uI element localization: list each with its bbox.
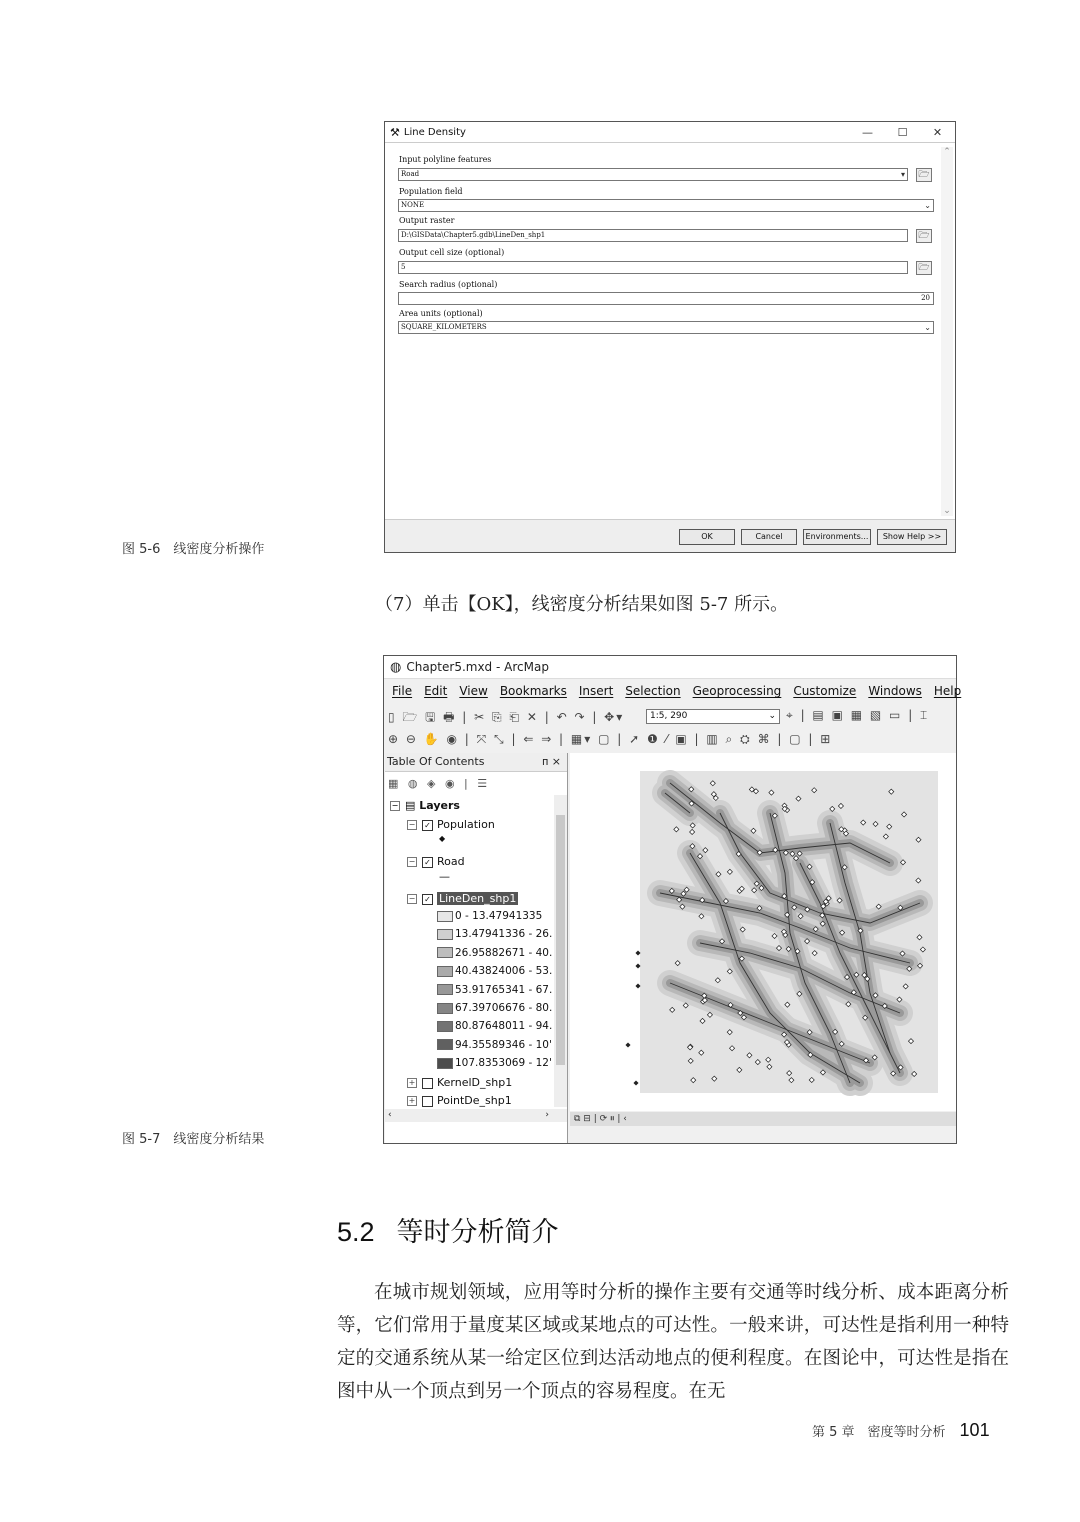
body-paragraph: 在城市规划领域，应用等时分析的操作主要有交通等时线分析、成本距离分析等，它们常用于量度某区域或某地点的可达性。一般来讲，可达性是指利用一种特定的交通系统从某一给定区位到达活动地点的便利程度。在图论中，可达性是指在图中从一个顶点到另一个顶点的容易程度。在无 xyxy=(337,1282,1009,1402)
step-7-text: （7）单击【OK】，线密度分析结果如图 5-7 所示。 xyxy=(375,594,789,615)
road-label: Road xyxy=(437,855,465,868)
population-symbol: ◆ xyxy=(439,834,446,843)
arcmap-titlebar xyxy=(384,656,956,679)
menu-bar xyxy=(392,684,961,698)
toc-scroll-thumb[interactable] xyxy=(556,815,565,1065)
population-point xyxy=(635,950,640,955)
lineden-label: LineDen_shp1 xyxy=(439,892,517,905)
legend-swatch xyxy=(437,911,453,922)
arcmap-title: Chapter5.mxd - ArcMap xyxy=(406,660,549,674)
browse-folder-icon[interactable]: 🗁 xyxy=(916,261,932,275)
legend-class-item xyxy=(437,1057,552,1069)
legend-swatch xyxy=(437,1021,453,1032)
chevron-down-icon[interactable]: ⌄ xyxy=(924,323,931,332)
toc-header xyxy=(385,753,567,772)
page-number: 101 xyxy=(959,1420,990,1440)
checkbox-checked-icon[interactable]: ✓ xyxy=(422,857,433,868)
close-button[interactable]: ✕ xyxy=(932,125,943,139)
menu-edit[interactable]: Edit xyxy=(424,684,448,698)
dialog-body xyxy=(385,143,955,520)
search-radius-value: 20 xyxy=(921,294,930,302)
cell-size-label: Output cell size (optional) xyxy=(399,248,505,257)
toc-layer-kerneld[interactable] xyxy=(407,1076,512,1089)
toc-layer-pointde[interactable] xyxy=(407,1094,512,1107)
show-help-button[interactable]: Show Help >> xyxy=(877,529,947,545)
checkbox-checked-icon[interactable]: ✓ xyxy=(422,820,433,831)
population-field-label: Population field xyxy=(399,187,463,196)
toc-layer-lineden[interactable] xyxy=(407,892,518,905)
road-symbol: — xyxy=(439,870,450,883)
cell-size-value: 5 xyxy=(401,263,406,271)
legend-class-label: 0 - 13.47941335 xyxy=(455,910,543,922)
search-radius-field[interactable] xyxy=(398,292,934,305)
legend-class-label: 26.95882671 - 40. xyxy=(455,946,553,959)
toc-layers-root[interactable] xyxy=(390,799,460,812)
toc-horizontal-scrollbar[interactable] xyxy=(385,1109,567,1122)
arcmap-globe-icon: ◍ xyxy=(390,659,402,675)
legend-class-item xyxy=(437,928,552,940)
legend-class-item xyxy=(437,1002,552,1014)
input-features-field[interactable] xyxy=(398,168,908,181)
dialog-footer xyxy=(385,519,955,552)
minimize-button[interactable]: — xyxy=(862,125,873,139)
input-features-value: Road xyxy=(401,170,420,178)
legend-class-item xyxy=(437,984,552,996)
menu-help[interactable]: Help xyxy=(933,684,962,698)
figure-5-6-caption: 图 5-6 线密度分析操作 xyxy=(122,542,265,557)
chevron-right-icon[interactable]: › xyxy=(545,1110,549,1120)
collapse-icon[interactable]: − xyxy=(408,894,416,903)
legend-swatch xyxy=(437,1039,453,1050)
ok-button[interactable]: OK xyxy=(679,529,735,545)
output-raster-label: Output raster xyxy=(399,216,455,225)
tools-toolbar[interactable]: ⊕ ⊖ ✋ ◉ | ⤧ ⤡ | ⇐ ⇒ | ▦▾ ▢ | ➚ ❶ ⁄ ▣ | ▥ ⌕ ⛭ ⌘ | ▢ | ⊞ xyxy=(388,732,833,746)
area-units-value: SQUARE_KILOMETERS xyxy=(401,323,487,331)
maximize-button[interactable]: ☐ xyxy=(897,125,908,139)
pin-close-icon[interactable]: ᴨ × xyxy=(542,755,561,768)
menu-file[interactable]: File xyxy=(392,684,413,698)
section-number: 5.2 xyxy=(337,1217,375,1247)
menu-bookmarks[interactable]: Bookmarks xyxy=(499,684,567,698)
population-point xyxy=(635,983,640,988)
legend-class-item xyxy=(437,1039,552,1051)
menu-geoprocessing[interactable]: Geoprocessing xyxy=(692,684,782,698)
page-footer xyxy=(812,1420,990,1441)
population-field-select[interactable] xyxy=(398,199,934,212)
cancel-button[interactable]: Cancel xyxy=(741,529,797,545)
map-scale-input[interactable] xyxy=(646,709,780,724)
toc-layer-road[interactable] xyxy=(407,855,465,868)
browse-folder-icon[interactable]: 🗁 xyxy=(916,229,932,243)
line-density-map[interactable] xyxy=(570,753,956,1111)
checkbox-unchecked-icon[interactable] xyxy=(422,1078,433,1089)
population-point xyxy=(633,1080,638,1085)
legend-class-item xyxy=(437,910,542,922)
pointde-label: PointDe_shp1 xyxy=(437,1094,512,1107)
arcmap-window xyxy=(383,655,962,1144)
standard-toolbar[interactable]: ▯ 🗁 🖫 🖶 | ✂ ⎘ ⎗ ✕ | ↶ ↷ | ✥▾ xyxy=(388,710,625,724)
area-units-select[interactable] xyxy=(398,321,934,334)
layers-root-label: Layers xyxy=(419,799,460,812)
chevron-down-icon[interactable]: ⌄ xyxy=(924,201,931,210)
menu-windows[interactable]: Windows xyxy=(868,684,922,698)
toc-title: Table Of Contents xyxy=(387,755,485,768)
menu-selection[interactable]: Selection xyxy=(625,684,681,698)
collapse-icon[interactable]: − xyxy=(408,820,416,829)
search-radius-label: Search radius (optional) xyxy=(399,280,498,289)
legend-class-label: 13.47941336 - 26. xyxy=(455,928,553,941)
dialog-titlebar xyxy=(385,122,955,143)
legend-swatch xyxy=(437,929,453,940)
legend-swatch xyxy=(437,947,453,958)
chevron-down-icon[interactable]: ⌄ xyxy=(768,711,776,721)
checkbox-unchecked-icon[interactable] xyxy=(422,1096,433,1107)
footer-chapter: 第 5 章 密度等时分析 xyxy=(812,1425,946,1440)
population-point xyxy=(635,963,640,968)
legend-swatch xyxy=(437,966,453,977)
map-view[interactable] xyxy=(570,753,956,1111)
dialog-scrollbar[interactable] xyxy=(941,147,953,516)
section-title: 等时分析简介 xyxy=(396,1217,559,1248)
toc-layer-population[interactable] xyxy=(407,818,495,831)
expand-icon[interactable]: + xyxy=(408,1096,416,1105)
toc-toolbar[interactable]: ▦ ◍ ◈ ◉ | ☰ xyxy=(388,777,491,790)
legend-class-label: 80.87648011 - 94. xyxy=(455,1020,553,1033)
expand-icon[interactable]: + xyxy=(408,1078,416,1087)
legend-swatch xyxy=(437,1003,453,1014)
checkbox-checked-icon[interactable]: ✓ xyxy=(422,894,433,905)
collapse-icon[interactable]: − xyxy=(391,801,399,810)
line-density-dialog xyxy=(384,121,956,553)
population-point xyxy=(625,1042,630,1047)
legend-class-item xyxy=(437,965,552,977)
output-raster-value: D:\GISData\Chapter5.gdb\LineDen_shp1 xyxy=(401,231,546,239)
browse-folder-icon[interactable]: 🗁 xyxy=(916,168,932,182)
legend-swatch xyxy=(437,1058,453,1069)
chevron-left-icon[interactable]: ‹ xyxy=(388,1110,392,1120)
cell-size-field[interactable] xyxy=(398,261,908,274)
map-scale-value: 1:5, 290 xyxy=(650,711,688,721)
legend-class-label: 40.43824006 - 53. xyxy=(455,965,553,978)
menu-insert[interactable]: Insert xyxy=(578,684,614,698)
dialog-title: Line Density xyxy=(403,126,466,138)
layers-icon: ▤ xyxy=(405,799,420,812)
area-units-label: Area units (optional) xyxy=(399,309,483,318)
legend-swatch xyxy=(437,984,453,995)
menu-view[interactable]: View xyxy=(459,684,488,698)
environments-button[interactable]: Environments... xyxy=(803,529,871,545)
map-status-bar[interactable]: ⧉ ⊟ | ⟳ ⏸ | ‹ xyxy=(570,1112,956,1126)
collapse-icon[interactable]: − xyxy=(408,857,416,866)
legend-class-label: 53.91765341 - 67. xyxy=(455,983,553,996)
menu-customize[interactable]: Customize xyxy=(793,684,857,698)
hammer-icon: ⚒ xyxy=(390,125,400,139)
chevron-up-icon[interactable]: ⌃ xyxy=(943,147,951,157)
standard-toolbar-right[interactable]: ⌖ | ▤ ▣ ▦ ▧ ▭ | ⌶ xyxy=(786,708,930,722)
kerneld-label: KernelD_shp1 xyxy=(437,1076,513,1089)
table-of-contents xyxy=(385,753,568,1143)
input-features-label: Input polyline features xyxy=(399,155,492,164)
dropdown-arrow-icon[interactable]: ▾ xyxy=(900,170,905,179)
figure-5-7-caption: 图 5-7 线密度分析结果 xyxy=(122,1132,265,1147)
toc-vertical-scrollbar[interactable] xyxy=(554,795,567,1107)
legend-class-label: 67.39706676 - 80. xyxy=(455,1002,553,1014)
legend-class-label: 94.35589346 - 10' xyxy=(455,1038,552,1051)
chevron-down-icon[interactable]: ⌄ xyxy=(943,506,951,516)
legend-class-item xyxy=(437,947,552,959)
section-heading xyxy=(337,1210,559,1249)
population-label: Population xyxy=(437,818,495,831)
legend-class-label: 107.8353069 - 12' xyxy=(455,1057,552,1070)
output-raster-field[interactable] xyxy=(398,229,908,242)
population-field-value: NONE xyxy=(401,201,425,209)
legend-class-item xyxy=(437,1020,552,1032)
